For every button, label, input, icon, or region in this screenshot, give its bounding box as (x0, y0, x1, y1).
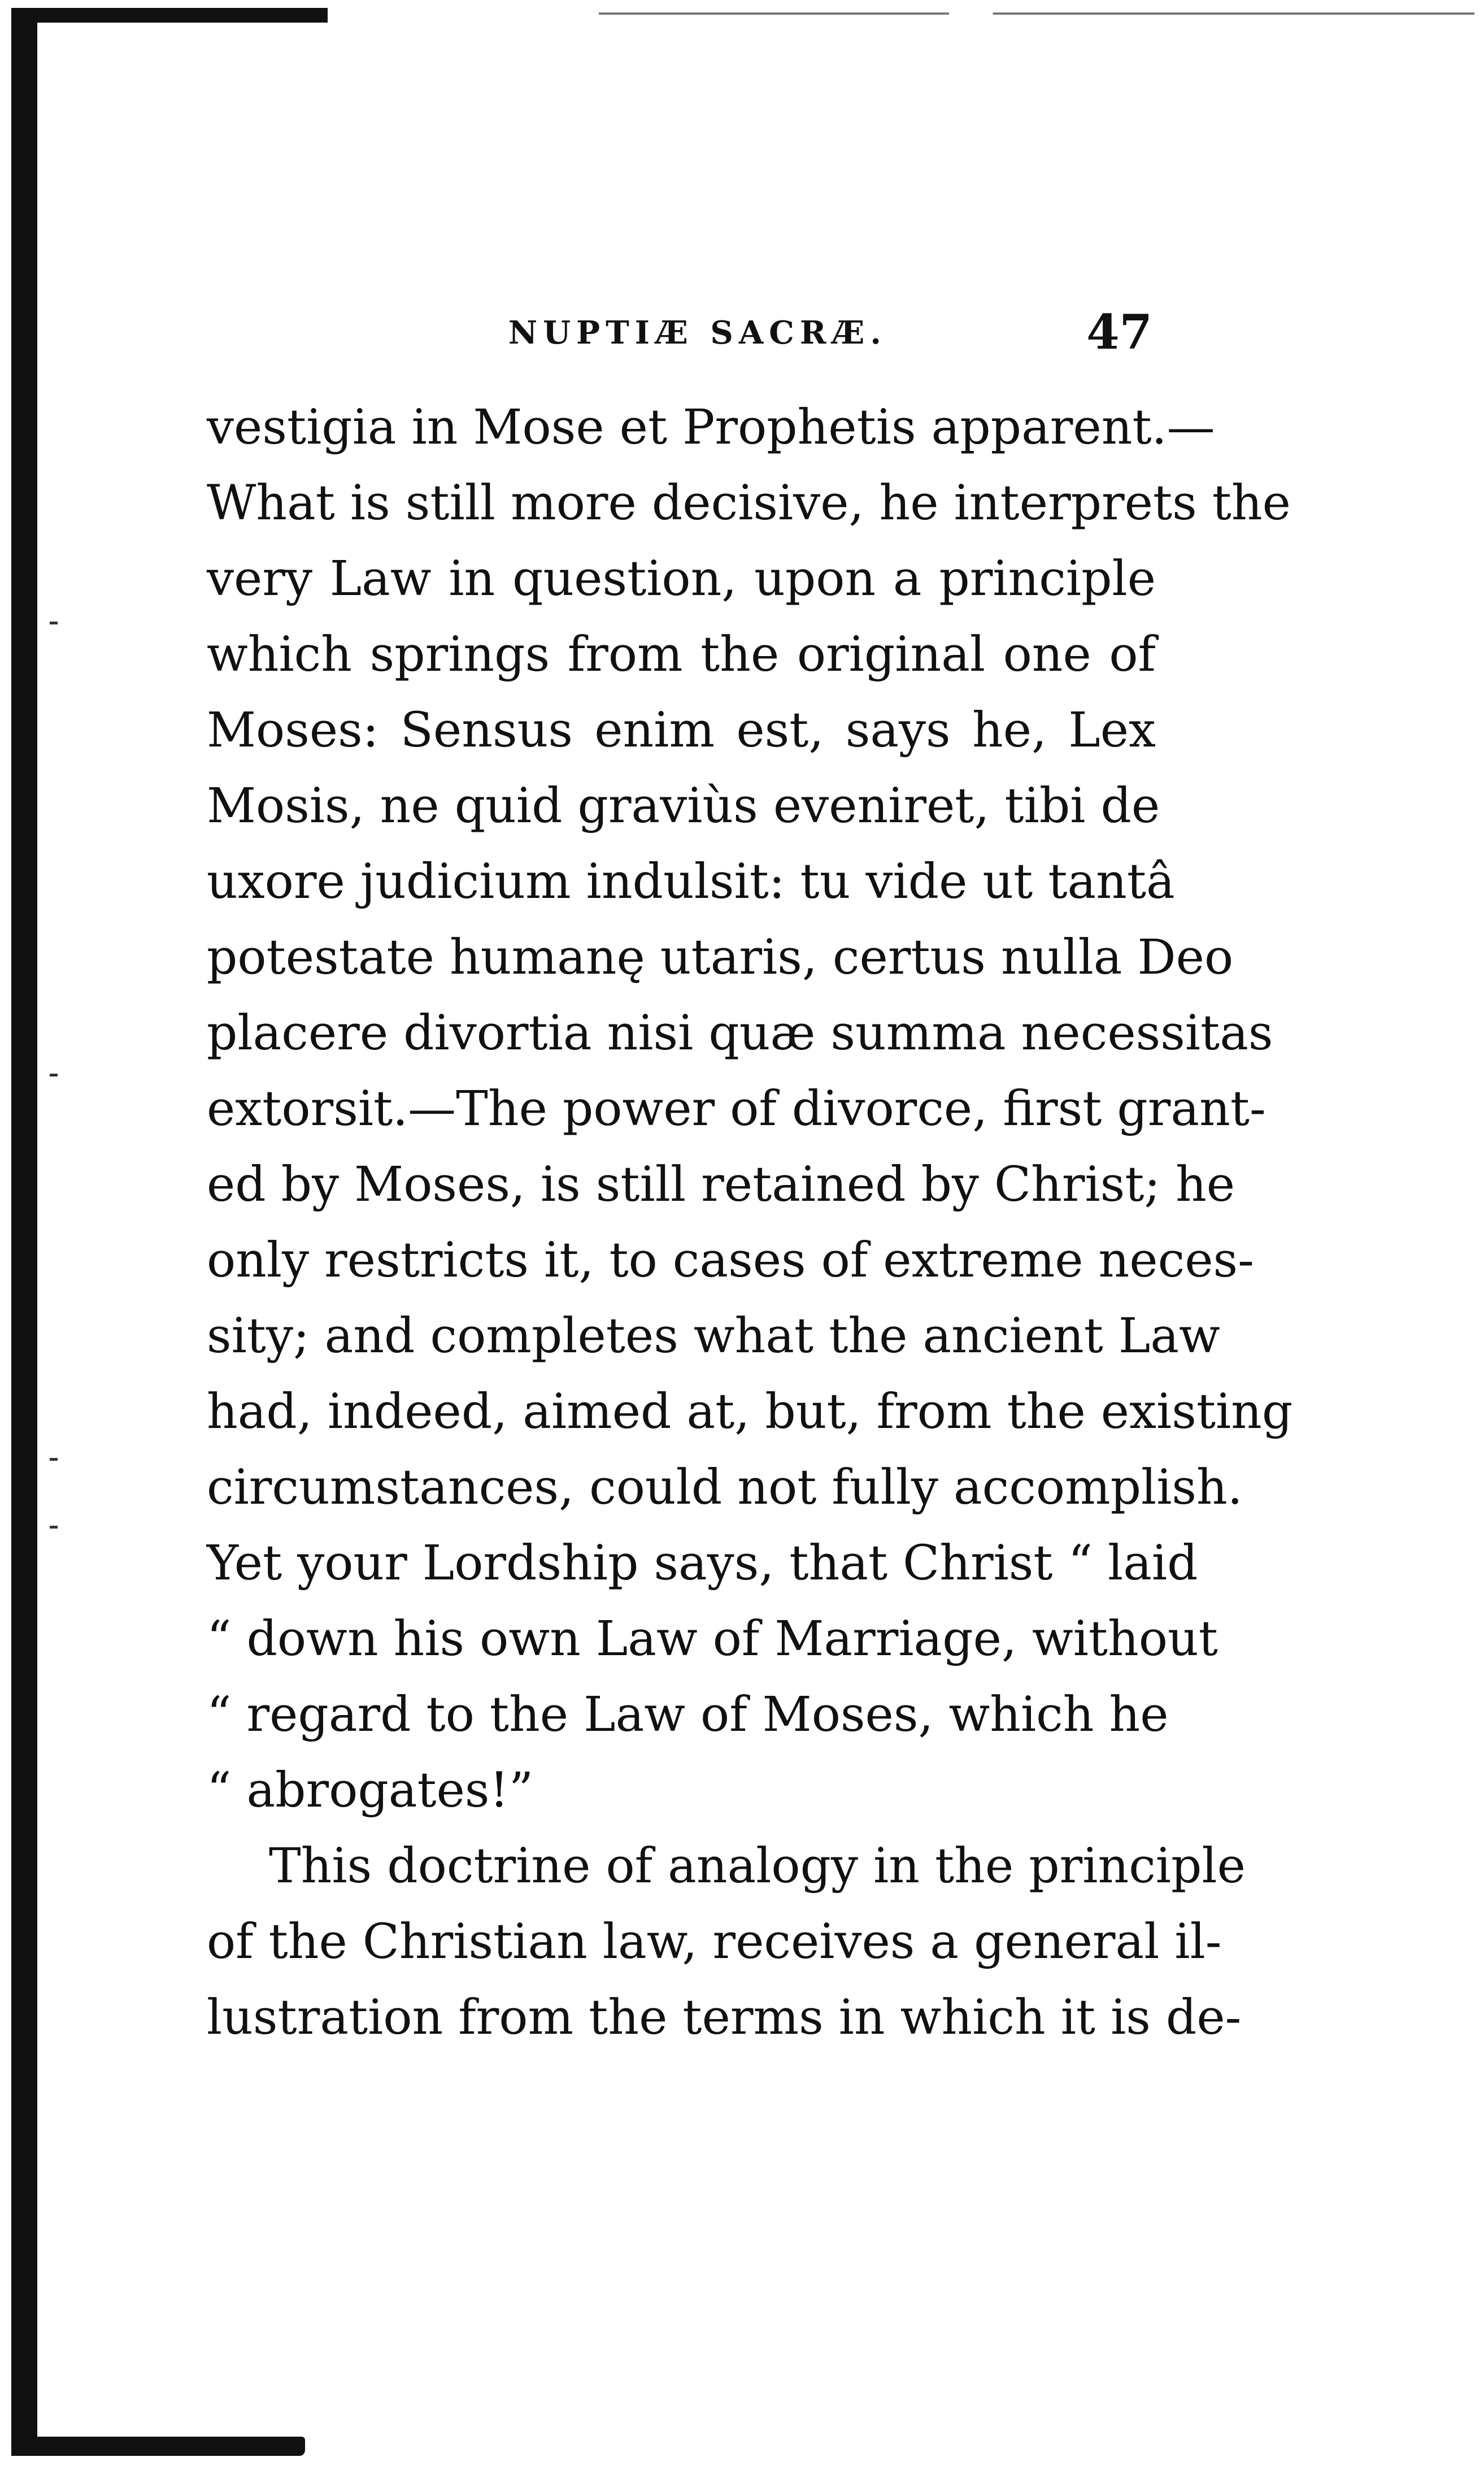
text-line: extorsit.—The power of divorce, first grant- (207, 1081, 1266, 1137)
text-line: uxore judicium indulsit: tu vide ut tantâ (207, 854, 1175, 910)
top-frame-rule (11, 8, 328, 23)
binding-mark (50, 1526, 58, 1529)
text-line: only restricts it, to cases of extreme neces- (207, 1232, 1254, 1288)
text-line: What is still more decisive, he interprets the (207, 475, 1291, 531)
text-line: ed by Moses, is still retained by Christ; he (207, 1157, 1235, 1213)
text-line: of the Christian law, receives a general il- (207, 1914, 1222, 1970)
bottom-frame-rule (11, 2437, 305, 2456)
text-line: which springs from the original one of (207, 627, 1156, 683)
body-text (207, 390, 1293, 2056)
text-line: very Law in question, upon a principle (207, 551, 1156, 607)
binding-mark (50, 622, 58, 624)
text-line: had, indeed, aimed at, but, from the existing (207, 1384, 1293, 1440)
running-head (203, 304, 1152, 360)
text-line: circumstances, could not fully accomplish. (207, 1460, 1243, 1516)
running-title: NUPTIÆ SACRÆ. (508, 314, 887, 351)
page-number: 47 (1086, 304, 1152, 360)
text-line: “ down his own Law of Marriage, without (207, 1611, 1218, 1667)
text-line: This doctrine of analogy in the principle (269, 1838, 1246, 1894)
text-line: sity; and completes what the ancient Law (207, 1308, 1220, 1364)
text-line: lustration from the terms in which it is de- (207, 1990, 1242, 2046)
text-line: “ abrogates!” (207, 1763, 534, 1818)
text-line: potestate humanę utaris, certus nulla Deo (207, 930, 1234, 986)
binding-mark (50, 1458, 58, 1461)
text-line: Yet your Lordship says, that Christ “ laid (207, 1535, 1198, 1591)
text-line: placere divortia nisi quæ summa necessitas (207, 1005, 1273, 1061)
text-line: Mosis, ne quid graviùs eveniret, tibi de (207, 778, 1160, 834)
text-line: Moses: Sensus enim est, says he, Lex (207, 702, 1156, 758)
top-frame-thin-rule (599, 12, 1474, 15)
binding-mark (50, 1074, 58, 1076)
page-binding-edge (11, 20, 37, 2450)
text-line: “ regard to the Law of Moses, which he (207, 1687, 1169, 1743)
text-line: vestigia in Mose et Prophetis apparent.— (207, 400, 1215, 455)
